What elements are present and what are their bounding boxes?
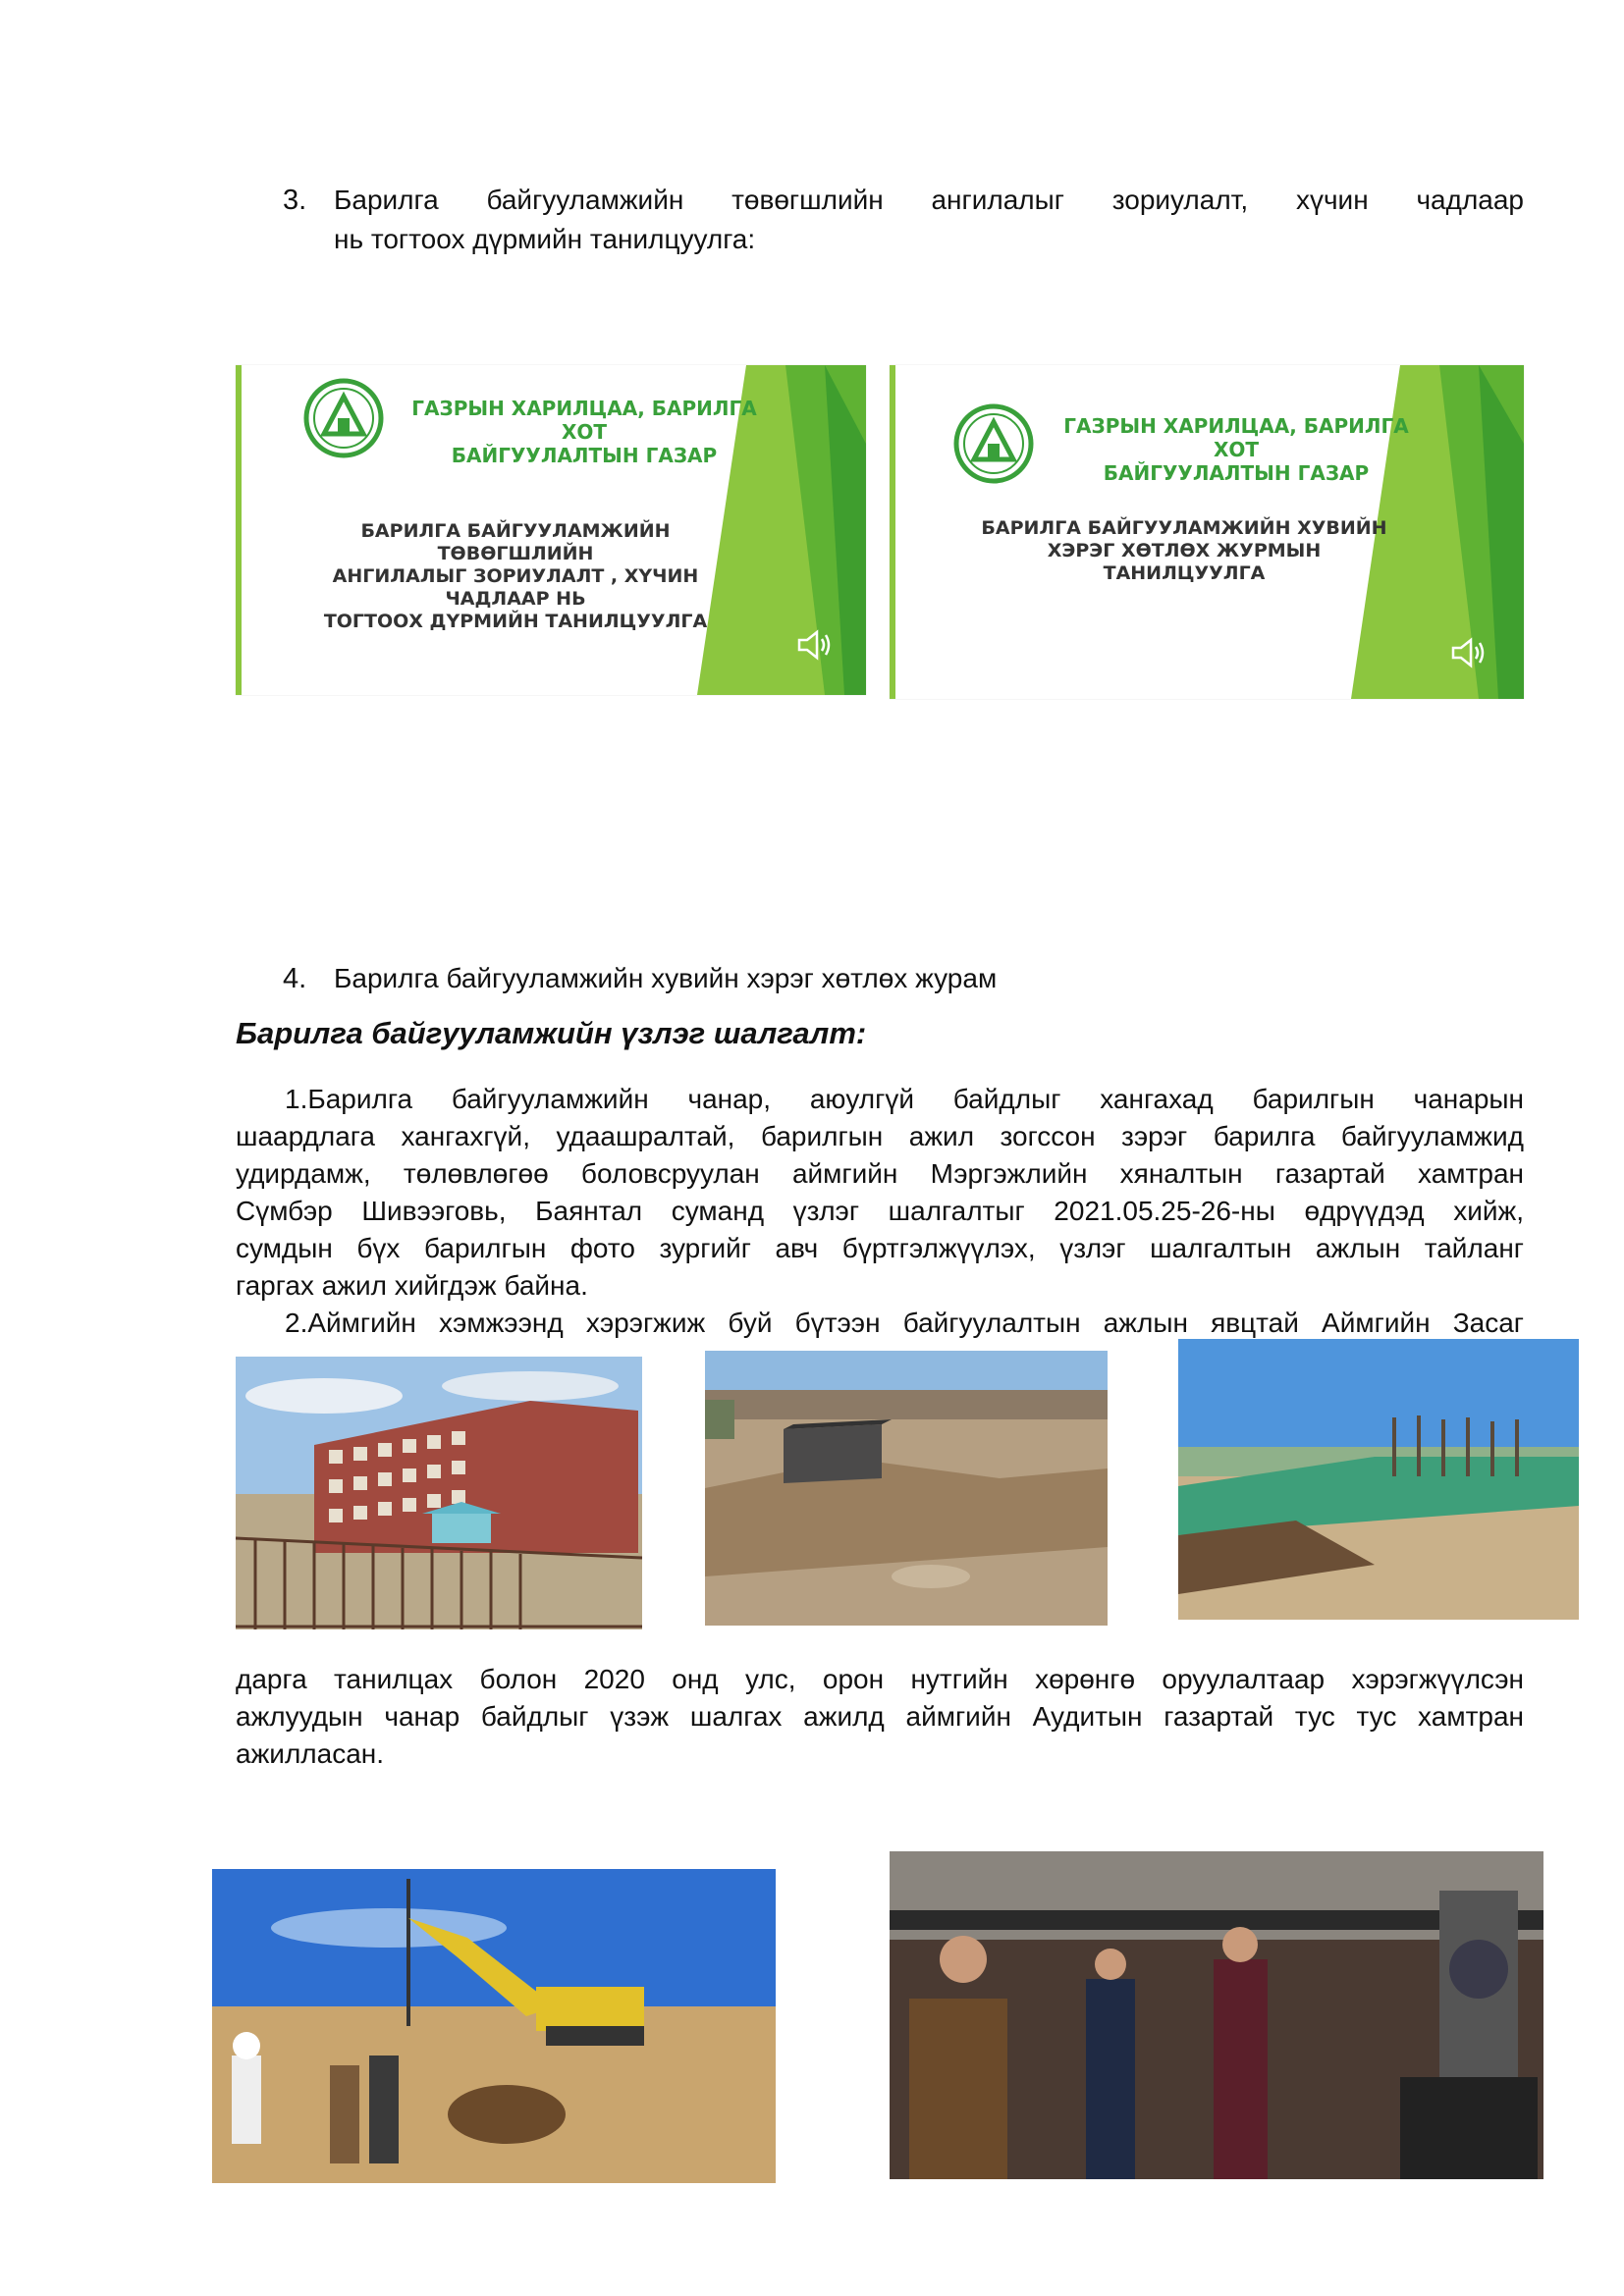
paragraph-2-line: дарга танилцах болон 2020 онд улс, орон нутгийн хөрөнгө оруулалтаар хэрэгжүүлсэн xyxy=(236,1664,1524,1694)
photo-foundation-site xyxy=(1178,1339,1579,1620)
slide-1-org-line2: БАЙГУУЛАЛТЫН ГАЗАР xyxy=(451,444,718,467)
section4-number: 4. xyxy=(283,963,307,994)
organization-logo-icon xyxy=(302,377,385,459)
paragraph-1-line: удирдамж, төлөвлөгөө боловсруулан аймгийн Мэргэжлийн хяналтын газартай хамтран xyxy=(236,1158,1524,1189)
paragraph-1-line: гаргах ажил хийгдэж байна. xyxy=(236,1270,588,1301)
paragraph-1-line: 1.Барилга байгууламжийн чанар, аюулгүй байдлыг хангахад барилгын чанарын xyxy=(285,1084,1524,1114)
slide-1-title xyxy=(285,520,746,633)
slide-1-org-name xyxy=(393,397,776,467)
paragraph-1-line: сумдын бүх барилгын фото зургийг авч бүртгэлжүүлэх, үзлэг шалгалтын ажлын тайланг xyxy=(236,1233,1524,1263)
section4-title: Барилга байгууламжийн хувийн хэрэг хөтлөх журам xyxy=(334,963,998,993)
photo-excavator-inspection xyxy=(212,1869,776,2183)
slide-2-org-line1: ГАЗРЫН ХАРИЛЦАА, БАРИЛГА ХОТ xyxy=(1063,414,1409,461)
speaker-icon[interactable] xyxy=(1449,636,1489,669)
slide-1-title-line3: ТОГТООХ ДҮРМИЙН ТАНИЛЦУУЛГА xyxy=(323,611,708,632)
section3-line2: нь тогтоох дүрмийн танилцуулга: xyxy=(334,224,756,254)
section3-line1: Барилга байгууламжийн төвөгшлийн ангилалыг зориулалт, хүчин чадлаар xyxy=(334,185,1524,215)
photo-construction-site xyxy=(705,1351,1108,1626)
section3-number: 3. xyxy=(283,185,307,216)
slide-1-title-line1: БАРИЛГА БАЙГУУЛАМЖИЙН ТӨВӨГШЛИЙН xyxy=(360,520,671,564)
slide-2-title-line1: БАРИЛГА БАЙГУУЛАМЖИЙН ХУВИЙН xyxy=(981,517,1387,539)
photo-apartment-building xyxy=(236,1357,642,1629)
slide-2-title xyxy=(968,517,1400,585)
paragraph-2-line: ажилласан. xyxy=(236,1738,385,1769)
slide-2-org-line2: БАЙГУУЛАЛТЫН ГАЗАР xyxy=(1103,461,1370,485)
slide-1-org-line1: ГАЗРЫН ХАРИЛЦАА, БАРИЛГА ХОТ xyxy=(411,397,757,444)
speaker-icon[interactable] xyxy=(795,628,835,662)
paragraph-1-line: Сүмбэр Шивээговь, Баянтал суманд үзлэг шалгалтыг 2021.05.25-26-ны өдрүүдэд хийж, xyxy=(236,1196,1524,1226)
paragraph-1 xyxy=(236,1081,1524,1342)
paragraph-2-line: ажлуудын чанар байдлыг үзэж шалгах ажилд аймгийн Аудитын газартай тус тус хамтран xyxy=(236,1701,1524,1732)
paragraph-2-continuation xyxy=(236,1661,1524,1773)
organization-logo-icon xyxy=(952,402,1035,485)
paragraph-2-first-line: 2.Аймгийн хэмжээнд хэрэгжиж буй бүтээн байгуулалтын ажлын явцтай Аймгийн Засаг xyxy=(285,1308,1524,1338)
inspection-heading: Барилга байгууламжийн үзлэг шалгалт: xyxy=(236,1016,867,1050)
slide-2-org-name xyxy=(1045,414,1428,485)
slide-1-title-line2: АНГИЛАЛЫГ ЗОРИУЛАЛТ , ХҮЧИН ЧАДЛААР НЬ xyxy=(332,565,699,610)
slide-2-title-line2: ХЭРЭГ ХӨТЛӨХ ЖУРМЫН ТАНИЛЦУУЛГА xyxy=(1047,540,1322,584)
photo-boiler-room-inspection xyxy=(890,1851,1543,2179)
slide-thumbnail-1 xyxy=(236,365,866,695)
slide-thumbnail-2 xyxy=(890,365,1524,699)
paragraph-1-line: шаардлага хангахгүй, удаашралтай, барилгын ажил зогссон зэрэг барилга байгууламжид xyxy=(236,1121,1524,1151)
